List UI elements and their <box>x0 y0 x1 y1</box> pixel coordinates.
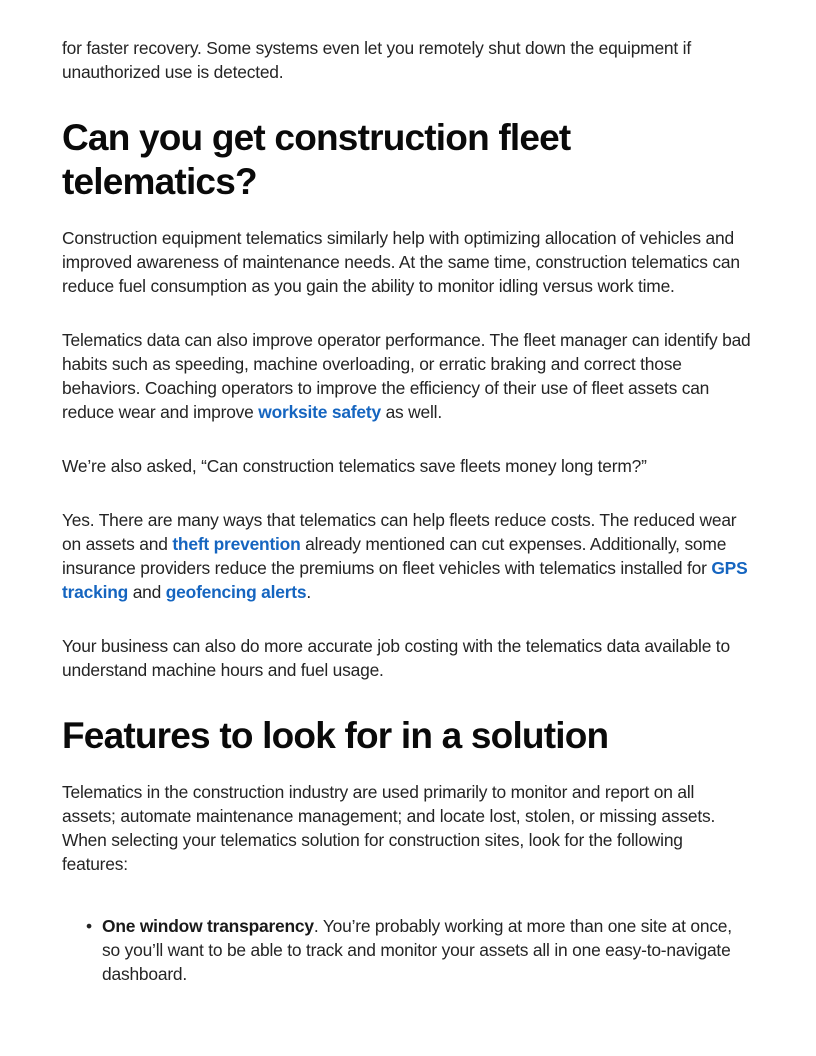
paragraph-reduce-costs <box>62 508 752 604</box>
paragraph-features-intro: Telematics in the construction industry are used primarily to monitor and report on all assets; automate maintenance management; and locate lost, stolen, or missing assets. When selecting your telematics solution for construction sites, look for the following features: <box>62 782 716 874</box>
text: . <box>306 582 311 602</box>
theft-prevention-link[interactable]: theft prevention <box>172 534 301 554</box>
paragraph-job-costing: Your business can also do more accurate job costing with the telematics data available to understand machine hours and fuel usage. <box>62 636 730 680</box>
article-page <box>62 36 752 986</box>
intro-paragraph: for faster recovery. Some systems even let you remotely shut down the equipment if unauthorized use is detected. <box>62 38 691 82</box>
geofencing-alerts-link[interactable]: geofencing alerts <box>165 582 307 602</box>
features-list <box>62 914 752 986</box>
feature-title: One window transparency <box>102 916 314 936</box>
feature-description: . You’re probably working at more than one site at once, so you’ll want to be able to track and monitor your assets all in one easy-to-navigate dashboard. <box>102 916 732 984</box>
section-heading-construction-telematics: Can you get construction fleet telematics? <box>62 117 571 202</box>
text: Telematics data can also improve operator performance. The fleet manager can identify bad habits such as speeding, machine overloading, or erratic braking and correct those behaviors. Coaching operators to improve the efficiency of their use of fleet assets can reduce wear and improve <box>62 330 751 422</box>
paragraph-question: We’re also asked, “Can construction telematics save fleets money long term?” <box>62 456 647 476</box>
bullet-icon: • <box>86 916 92 936</box>
paragraph-operator-performance <box>62 328 752 424</box>
text: and <box>128 582 166 602</box>
worksite-safety-link[interactable]: worksite safety <box>258 402 381 422</box>
gps-tracking-link[interactable]: GPS tracking <box>62 558 748 602</box>
paragraph-equipment-telematics: Construction equipment telematics similarly help with optimizing allocation of vehicles and improved awareness of maintenance needs. At the same time, construction telematics can reduce fuel consumption as you gain the ability to monitor idling versus work time. <box>62 228 740 296</box>
text: already mentioned can cut expenses. Additionally, some insurance providers reduce the premiums on fleet vehicles with telematics installed for <box>62 534 727 578</box>
text: Yes. There are many ways that telematics can help fleets reduce costs. The reduced wear on assets and <box>62 510 737 554</box>
section-heading-features: Features to look for in a solution <box>62 715 609 756</box>
list-item <box>86 914 752 986</box>
text: as well. <box>380 402 442 422</box>
